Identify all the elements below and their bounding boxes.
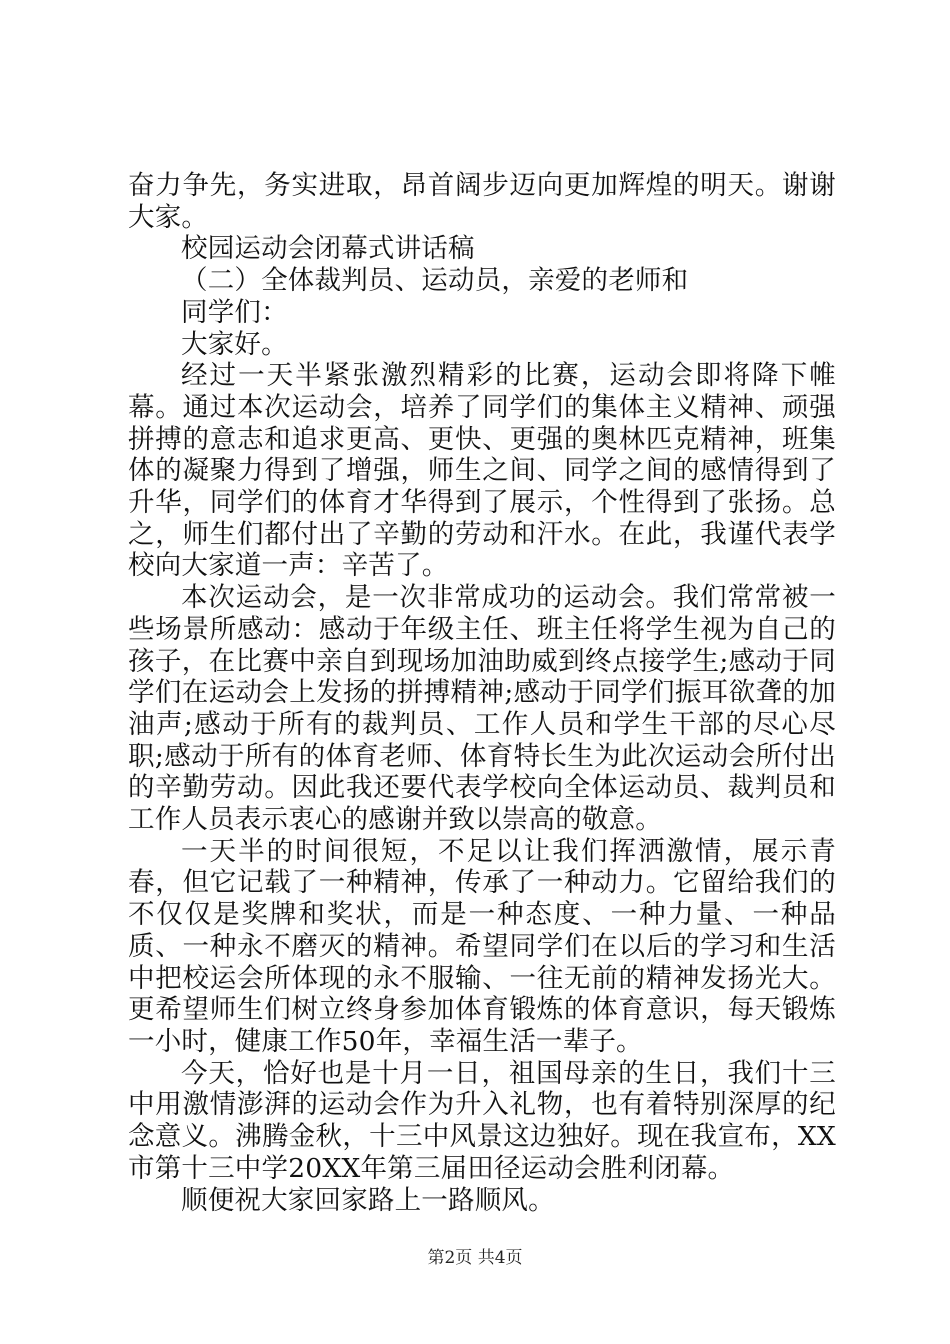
page-number: 第2页 共4页 xyxy=(427,1248,523,1268)
greeting: 大家好。 xyxy=(181,328,288,360)
closing-line: 顺便祝大家回家路上一路顺风。 xyxy=(181,1184,555,1216)
paragraph-2: 本次运动会，是一次非常成功的运动会。我们常常被一些场景所感动：感动于年级主任、班主任将学生视为自己的孩子，在比赛中亲自到现场加油助威到终点接学生;感动于同学们在运动会上发扬的拼搏精神;感动于同学们振耳欲聋的加油声;感动于所有的裁判员、工作人员和学生干部的尽心尽职;感动于所有的体育老师、体育特长生为此次运动会所付出的辛勤劳动。因此我还要代表学校向全体运动员、裁判员和工作人员表示衷心的感谢并致以崇高的敬意。 xyxy=(128,582,836,836)
page-footer xyxy=(0,1248,950,1268)
paragraph-3: 一天半的时间很短，不足以让我们挥洒激情，展示青春，但它记载了一种精神，传承了一种动力。它留给我们的不仅仅是奖牌和奖状，而是一种态度、一种力量、一种品质、一种永不磨灭的精神。希望同学们在以后的学习和生活中把校运会所体现的永不服输、一往无前的精神发扬光大。更希望师生们树立终身参加体育锻炼的体育意识，每天锻炼一小时，健康工作50年，幸福生活一辈子。 xyxy=(128,835,836,1057)
paragraph-continuation: 奋力争先，务实进取，昂首阔步迈向更加辉煌的明天。谢谢大家。 xyxy=(128,170,836,233)
salutation: 同学们： xyxy=(181,296,288,328)
section-subtitle: （二）全体裁判员、运动员，亲爱的老师和 xyxy=(181,265,689,297)
paragraph-4: 今天，恰好也是十月一日，祖国母亲的生日，我们十三中用激情澎湃的运动会作为升入礼物，也有着特别深厚的纪念意义。沸腾金秋，十三中风景这边独好。现在我宣布，XX市第十三中学20XX年第三届田径运动会胜利闭幕。 xyxy=(128,1057,836,1184)
section-title: 校园运动会闭幕式讲话稿 xyxy=(181,233,475,265)
document-body xyxy=(128,170,836,1216)
paragraph-1: 经过一天半紧张激烈精彩的比赛，运动会即将降下帷幕。通过本次运动会，培养了同学们的集体主义精神、顽强拼搏的意志和追求更高、更快、更强的奥林匹克精神，班集体的凝聚力得到了增强，师生之间、同学之间的感情得到了升华，同学们的体育才华得到了展示，个性得到了张扬。总之，师生们都付出了辛勤的劳动和汗水。在此，我谨代表学校向大家道一声：辛苦了。 xyxy=(128,360,836,582)
